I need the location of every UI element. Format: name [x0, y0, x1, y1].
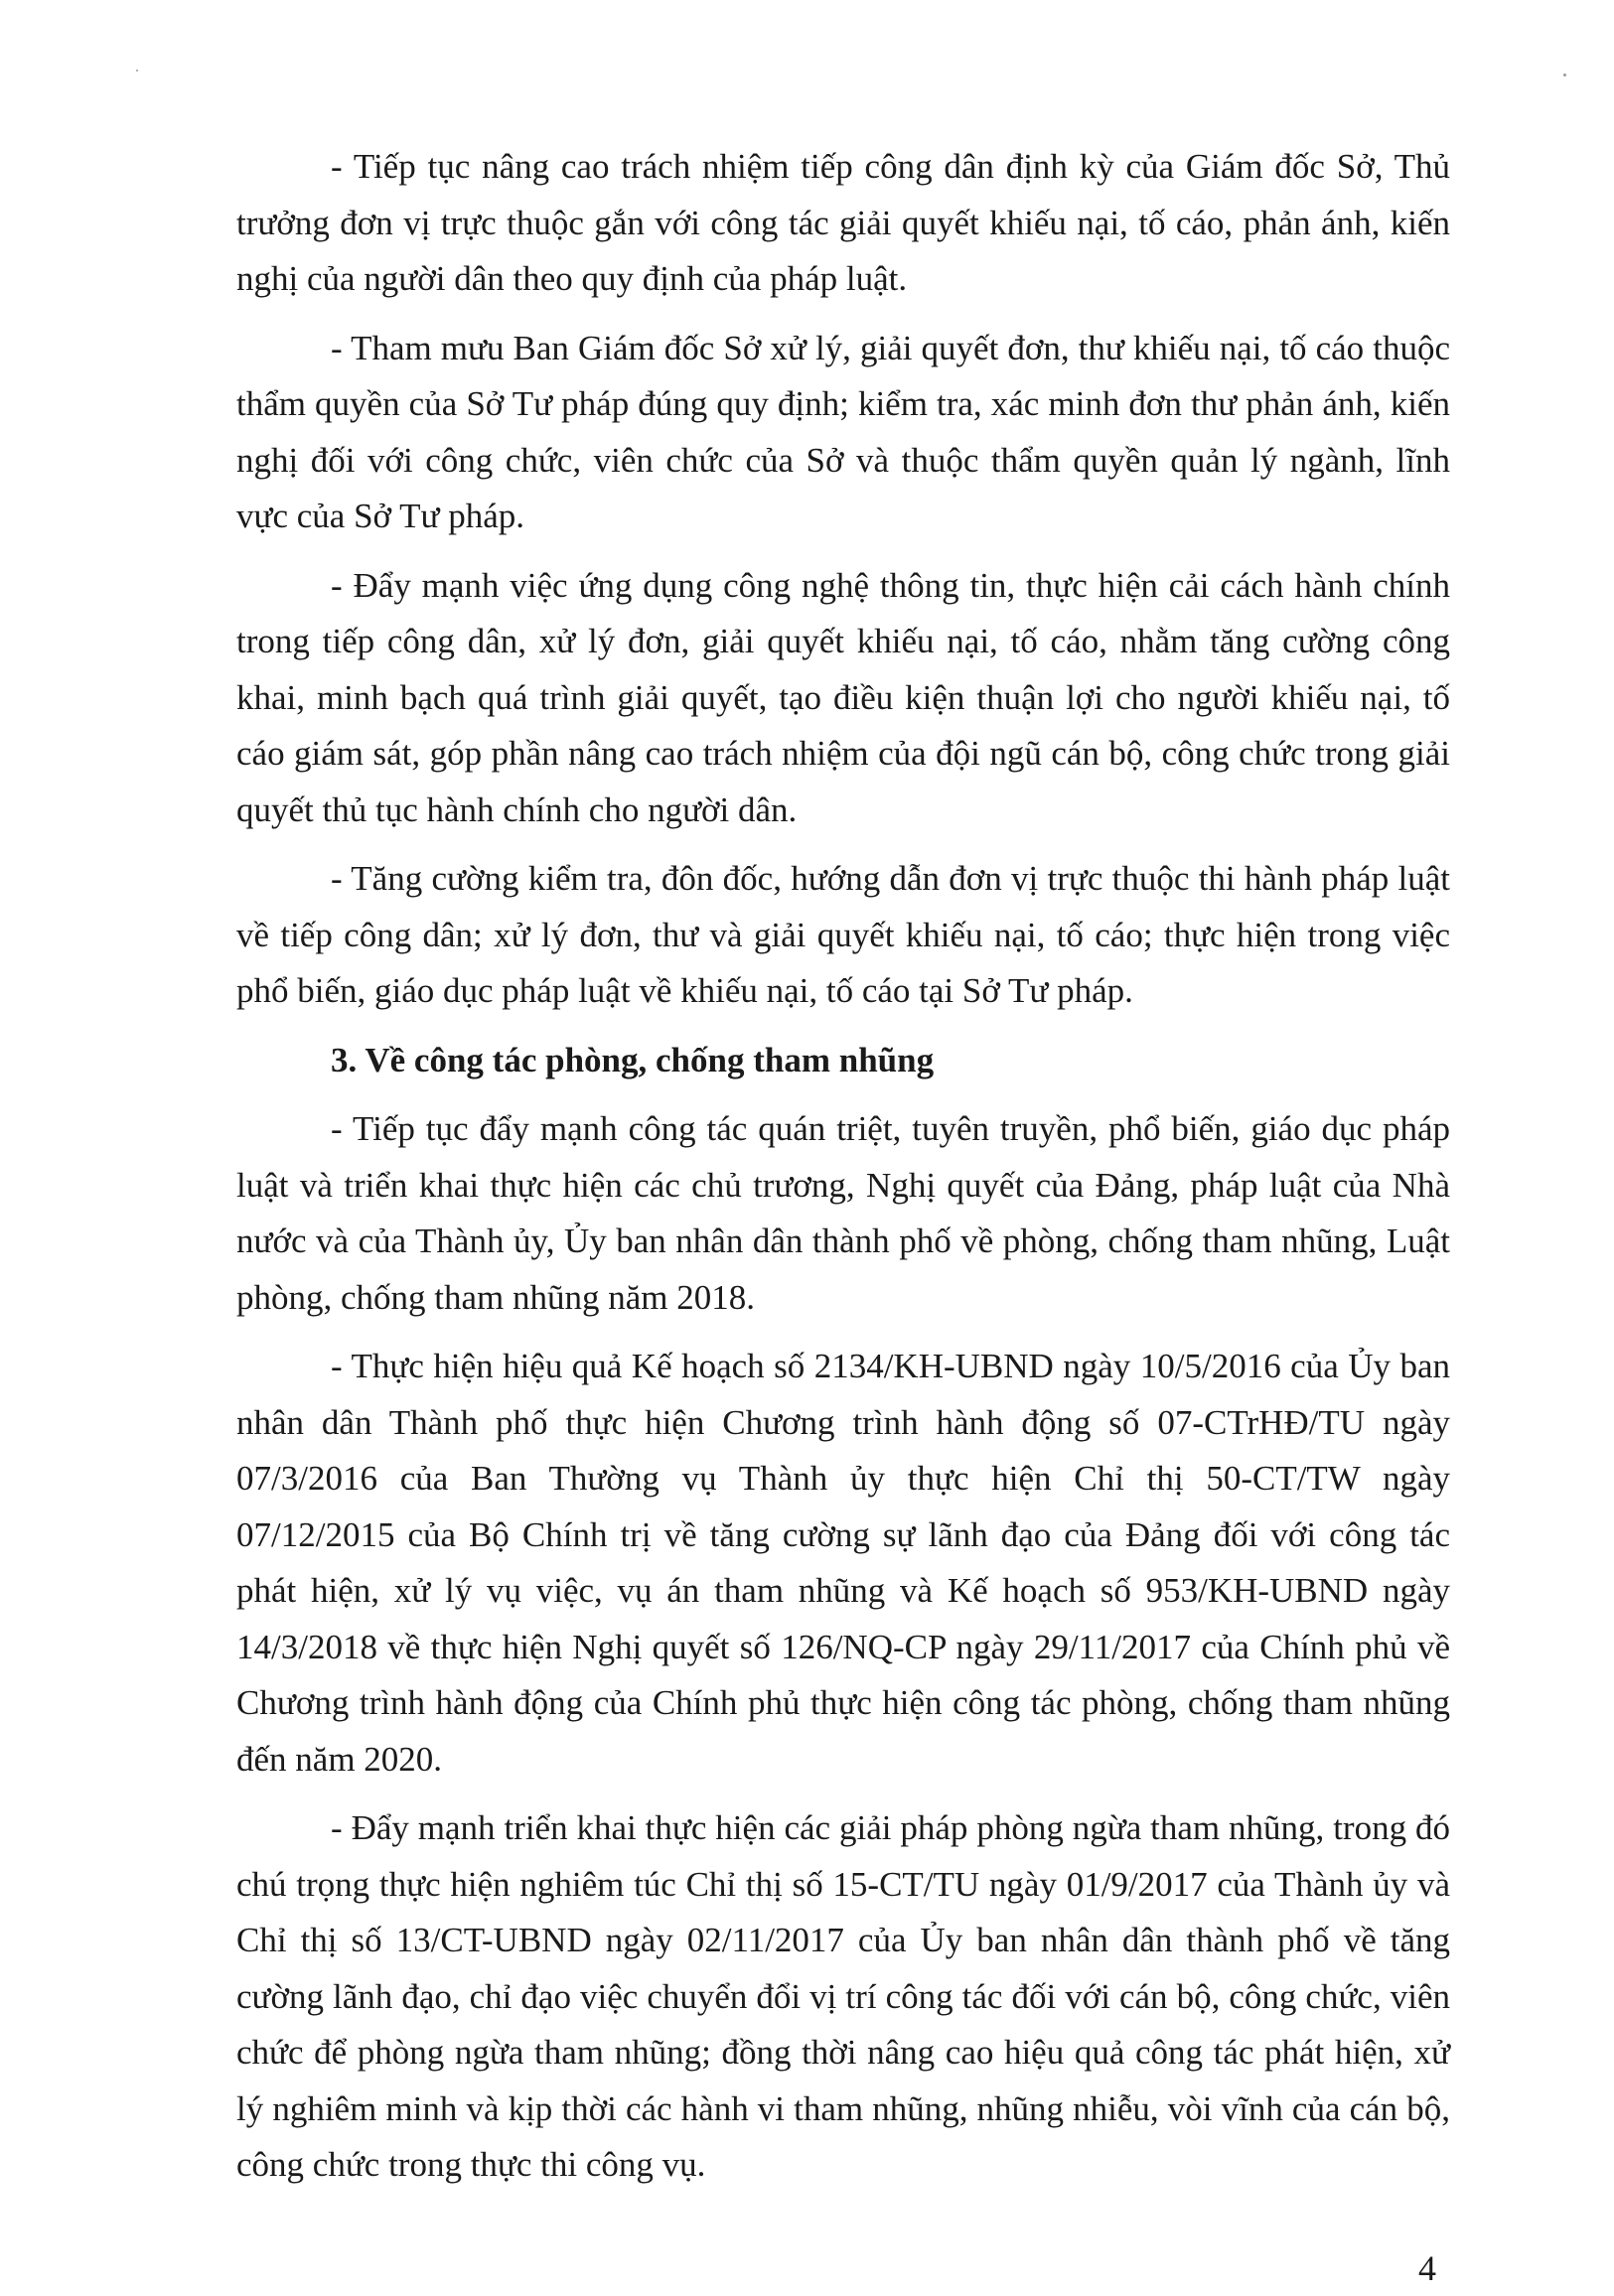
paragraph: - Tăng cường kiểm tra, đôn đốc, hướng dẫn đơn vị trực thuộc thi hành pháp luật về tiếp công dân; xử lý đơn, thư và giải quyết khiếu nại, tố cáo; thực hiện trong việc phổ biến, giáo dục pháp luật về khiếu nại, tố cáo tại Sở Tư pháp. — [236, 859, 1450, 1010]
paragraph: - Tham mưu Ban Giám đốc Sở xử lý, giải quyết đơn, thư khiếu nại, tố cáo thuộc thẩm quyền của Sở Tư pháp đúng quy định; kiểm tra, xác minh đơn thư phản ánh, kiến nghị đối với công chức, viên chức của Sở và thuộc thẩm quyền quản lý ngành, lĩnh vực của Sở Tư pháp. — [236, 328, 1450, 535]
paragraph: - Đẩy mạnh việc ứng dụng công nghệ thông tin, thực hiện cải cách hành chính trong tiếp công dân, xử lý đơn, giải quyết khiếu nại, tố cáo, nhằm tăng cường công khai, minh bạch quá trình giải quyết, tạo điều kiện thuận lợi cho người khiếu nại, tố cáo giám sát, góp phần nâng cao trách nhiệm của đội ngũ cán bộ, công chức trong giải quyết thủ tục hành chính cho người dân. — [236, 565, 1450, 829]
paragraph: - Tiếp tục nâng cao trách nhiệm tiếp công dân định kỳ của Giám đốc Sở, Thủ trưởng đơn vị trực thuộc gắn với công tác giải quyết khiếu nại, tố cáo, phản ánh, kiến nghị của người dân theo quy định của pháp luật. — [236, 147, 1450, 298]
scan-speck — [1563, 73, 1566, 76]
section-heading: 3. Về công tác phòng, chống tham nhũng — [331, 1040, 935, 1079]
paragraph: - Thực hiện hiệu quả Kế hoạch số 2134/KH-UBND ngày 10/5/2016 của Ủy ban nhân dân Thành phố thực hiện Chương trình hành động số 07-CTrHĐ/TU ngày 07/3/2016 của Ban Thường vụ Thành ủy thực hiện Chỉ thị 50-CT/TW ngày 07/12/2015 của Bộ Chính trị về tăng cường sự lãnh đạo của Đảng đối với công tác phát hiện, xử lý vụ việc, vụ án tham nhũng và Kế hoạch số 953/KH-UBND ngày 14/3/2018 về thực hiện Nghị quyết số 126/NQ-CP ngày 29/11/2017 của Chính phủ về Chương trình hành động của Chính phủ thực hiện công tác phòng, chống tham nhũng đến năm 2020. — [236, 1347, 1450, 1779]
paragraph: - Đẩy mạnh triển khai thực hiện các giải pháp phòng ngừa tham nhũng, trong đó chú trọng thực hiện nghiêm túc Chỉ thị số 15-CT/TU ngày 01/9/2017 của Thành ủy và Chỉ thị số 13/CT-UBND ngày 02/11/2017 của Ủy ban nhân dân thành phố về tăng cường lãnh đạo, chỉ đạo việc chuyển đổi vị trí công tác đối với cán bộ, công chức, viên chức để phòng ngừa tham nhũng; đồng thời nâng cao hiệu quả công tác phát hiện, xử lý nghiêm minh và kịp thời các hành vi tham nhũng, nhũng nhiễu, vòi vĩnh của cán bộ, công chức trong thực thi công vụ. — [236, 1808, 1450, 2184]
paragraph: - Tiếp tục đẩy mạnh công tác quán triệt, tuyên truyền, phổ biến, giáo dục pháp luật và triển khai thực hiện các chủ trương, Nghị quyết của Đảng, pháp luật của Nhà nước và của Thành ủy, Ủy ban nhân dân thành phố về phòng, chống tham nhũng, Luật phòng, chống tham nhũng năm 2018. — [236, 1109, 1450, 1317]
scan-speck — [136, 70, 138, 72]
document-page — [236, 139, 1450, 2207]
page-number: 4 — [1418, 2248, 1436, 2288]
